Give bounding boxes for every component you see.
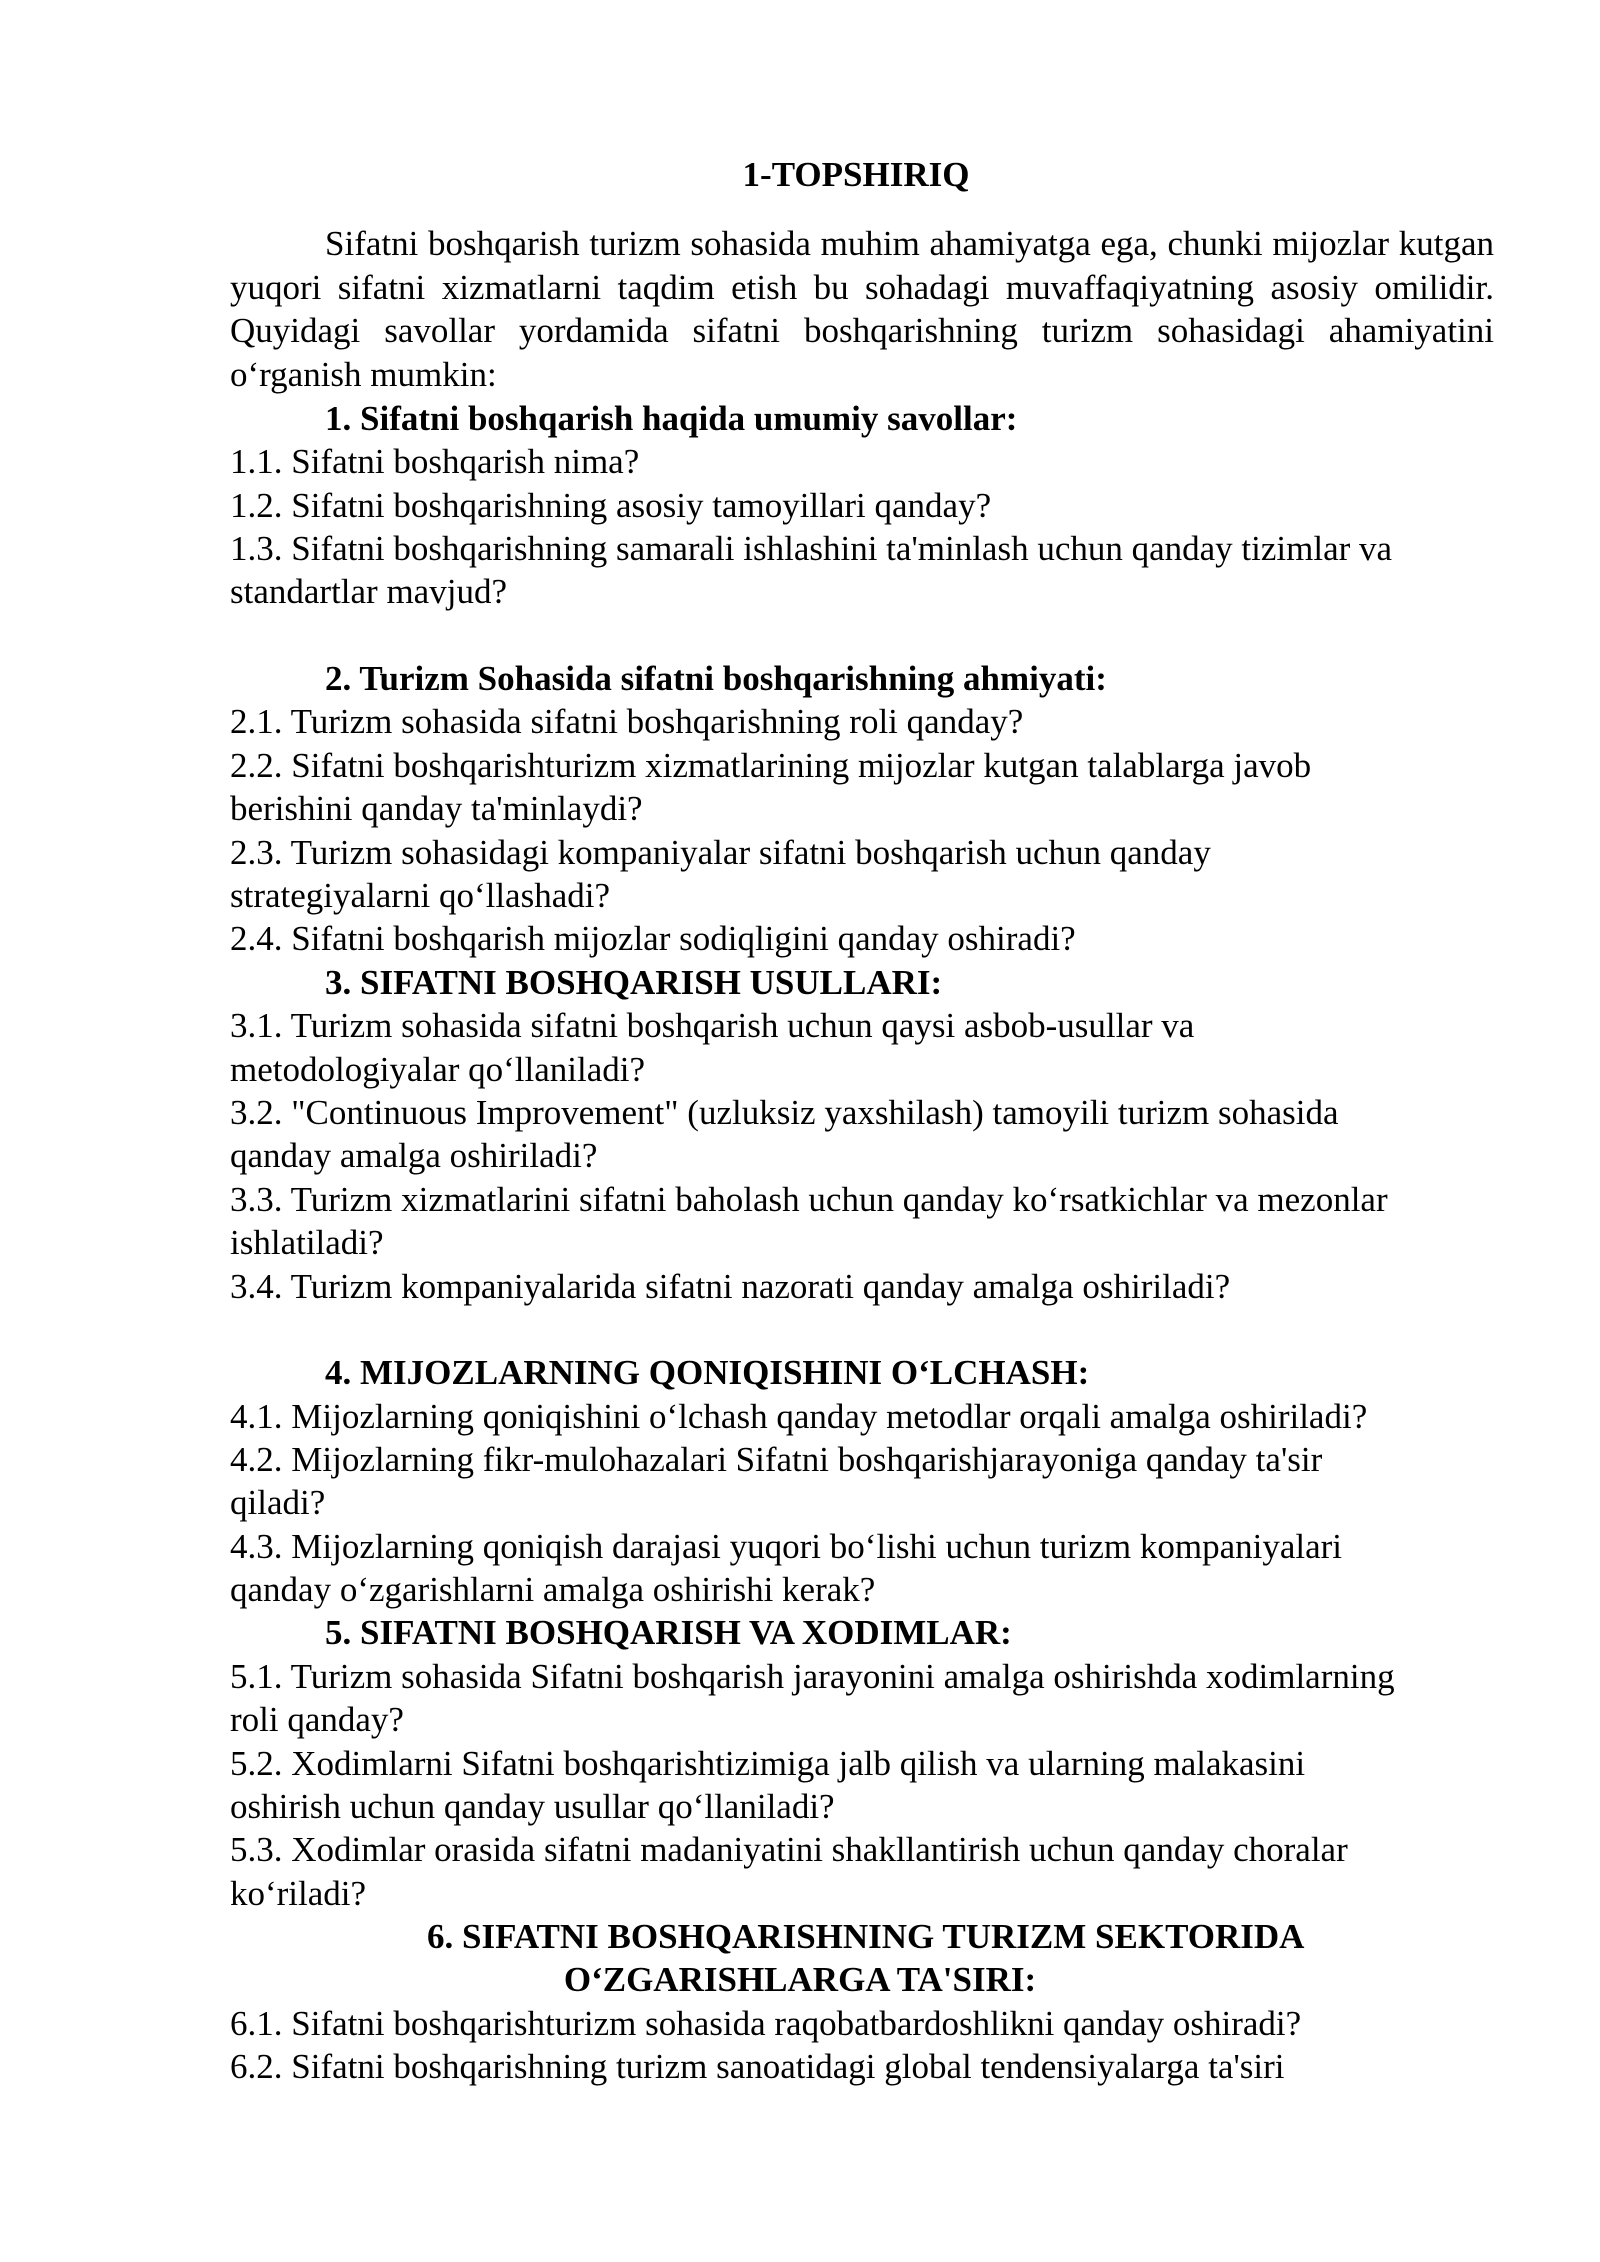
question-2-3-cont: strategiyalarni qo‘llashadi? [230, 876, 610, 915]
question-5-1-cont: roli qanday? [230, 1700, 404, 1739]
question-5-1: 5.1. Turizm sohasida Sifatni boshqarish jarayonini amalga oshirishda xodimlarning [230, 1657, 1395, 1696]
question-2-2: 2.2. Sifatni boshqarishturizm xizmatlarining mijozlar kutgan talablarga javob [230, 746, 1312, 785]
question-3-3-cont: ishlatiladi? [230, 1223, 384, 1262]
question-2-1: 2.1. Turizm sohasida sifatni boshqarishning roli qanday? [230, 702, 1024, 741]
question-3-1: 3.1. Turizm sohasida sifatni boshqarish uchun qaysi asbob-usullar va [230, 1006, 1195, 1045]
question-4-3-cont: qanday o‘zgarishlarni amalga oshirishi kerak? [230, 1570, 876, 1609]
section-heading-6: 6. SIFATNI BOSHQARISHNING TURIZM SEKTORIDA [427, 1917, 1305, 1956]
question-6-2: 6.2. Sifatni boshqarishning turizm sanoatidagi global tendensiyalarga ta'siri [230, 2047, 1285, 2086]
question-1-3: 1.3. Sifatni boshqarishning samarali ishlashini ta'minlash uchun qanday tizimlar va [230, 529, 1393, 568]
section-heading-2: 2. Turizm Sohasida sifatni boshqarishning ahmiyati: [325, 659, 1107, 698]
page-title: 1-TOPSHIRIQ [742, 155, 970, 194]
question-1-3-cont: standartlar mavjud? [230, 572, 507, 611]
question-4-1: 4.1. Mijozlarning qoniqishini o‘lchash qanday metodlar orqali amalga oshiriladi? [230, 1397, 1368, 1436]
section-heading-3: 3. SIFATNI BOSHQARISH USULLARI: [325, 963, 943, 1002]
question-5-3-cont: ko‘riladi? [230, 1874, 367, 1913]
question-3-4: 3.4. Turizm kompaniyalarida sifatni nazorati qanday amalga oshiriladi? [230, 1267, 1231, 1306]
question-4-2-cont: qiladi? [230, 1483, 326, 1522]
question-3-1-cont: metodologiyalar qo‘llaniladi? [230, 1050, 646, 1089]
question-5-3: 5.3. Xodimlar orasida sifatni madaniyatini shakllantirish uchun qanday choralar [230, 1830, 1348, 1869]
question-2-3: 2.3. Turizm sohasidagi kompaniyalar sifatni boshqarish uchun qanday [230, 833, 1211, 872]
intro-paragraph: Sifatni boshqarish turizm sohasida muhim ahamiyatga ega, chunki mijozlar kutgan yuqori sifatni xizmatlarni taqdim etish bu sohadagi muvaffaqiyatning asosiy omilidir. Quyidagi savollar yordamida sifatni boshqarishning turizm sohasidagi ahamiyatini o‘rganish mumkin: [230, 224, 1494, 394]
question-4-3: 4.3. Mijozlarning qoniqish darajasi yuqori bo‘lishi uchun turizm kompaniyalari [230, 1527, 1343, 1566]
section-heading-4: 4. MIJOZLARNING QONIQISHINI O‘LCHASH: [325, 1353, 1090, 1392]
question-5-2-cont: oshirish uchun qanday usullar qo‘llaniladi? [230, 1787, 835, 1826]
question-3-2: 3.2. "Continuous Improvement" (uzluksiz yaxshilash) tamoyili turizm sohasida [230, 1093, 1339, 1132]
section-heading-5: 5. SIFATNI BOSHQARISH VA XODIMLAR: [325, 1613, 1012, 1652]
section-heading-1: 1. Sifatni boshqarish haqida umumiy savollar: [325, 399, 1018, 438]
question-3-2-cont: qanday amalga oshiriladi? [230, 1136, 598, 1175]
question-1-1: 1.1. Sifatni boshqarish nima? [230, 442, 640, 481]
question-3-3: 3.3. Turizm xizmatlarini sifatni baholash uchun qanday ko‘rsatkichlar va mezonlar [230, 1180, 1388, 1219]
question-6-1: 6.1. Sifatni boshqarishturizm sohasida raqobatbardoshlikni qanday oshiradi? [230, 2004, 1302, 2043]
question-2-4: 2.4. Sifatni boshqarish mijozlar sodiqligini qanday oshiradi? [230, 919, 1076, 958]
question-5-2: 5.2. Xodimlarni Sifatni boshqarishtizimiga jalb qilish va ularning malakasini [230, 1744, 1306, 1783]
question-4-2: 4.2. Mijozlarning fikr-mulohazalari Sifatni boshqarishjarayoniga qanday ta'sir [230, 1440, 1323, 1479]
section-heading-6-cont: O‘ZGARISHLARGA TA'SIRI: [563, 1960, 1037, 1999]
question-1-2: 1.2. Sifatni boshqarishning asosiy tamoyillari qanday? [230, 486, 992, 525]
question-2-2-cont: berishini qanday ta'minlaydi? [230, 789, 643, 828]
